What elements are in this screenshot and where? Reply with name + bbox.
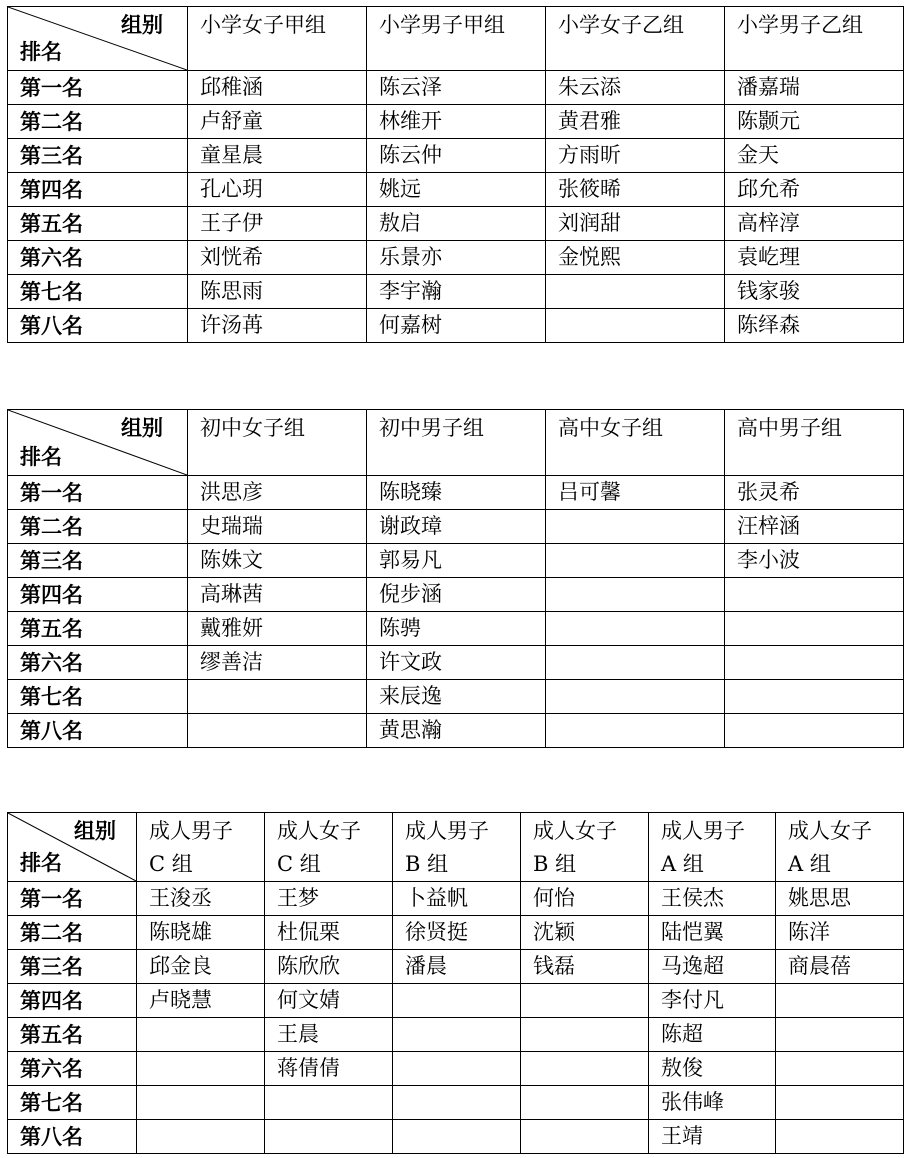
name-cell: 张筱晞 bbox=[546, 173, 725, 207]
name-cell: 王子伊 bbox=[188, 207, 367, 241]
name-cell: 张伟峰 bbox=[649, 1086, 776, 1120]
name-cell: 邱金良 bbox=[137, 950, 265, 984]
name-cell: 黄君雅 bbox=[546, 105, 725, 139]
rank-label-cell: 第三名 bbox=[8, 139, 188, 173]
name-cell: 刘润甜 bbox=[546, 207, 725, 241]
table-row bbox=[8, 309, 904, 343]
rank-label-cell: 第一名 bbox=[8, 476, 188, 510]
name-cell: 马逸超 bbox=[649, 950, 776, 984]
name-cell bbox=[521, 1120, 649, 1154]
name-cell: 朱云添 bbox=[546, 71, 725, 105]
name-cell bbox=[776, 984, 904, 1018]
name-cell: 王梦 bbox=[265, 882, 393, 916]
column-header: 高中女子组 bbox=[546, 410, 725, 476]
table-row bbox=[8, 71, 904, 105]
table-row bbox=[8, 241, 904, 275]
column-header: 高中男子组 bbox=[725, 410, 904, 476]
name-cell bbox=[725, 646, 904, 680]
rank-label-cell: 第六名 bbox=[8, 646, 188, 680]
name-cell bbox=[188, 680, 367, 714]
name-cell: 卢晓慧 bbox=[137, 984, 265, 1018]
name-cell: 王靖 bbox=[649, 1120, 776, 1154]
rank-label-cell: 第八名 bbox=[8, 309, 188, 343]
table-row bbox=[8, 714, 904, 748]
table-row bbox=[8, 139, 904, 173]
name-cell: 卜益帆 bbox=[393, 882, 521, 916]
rank-label-cell: 第二名 bbox=[8, 916, 137, 950]
rank-label: 排名 bbox=[20, 850, 62, 875]
table-row bbox=[8, 105, 904, 139]
column-header: 小学男子乙组 bbox=[725, 7, 904, 71]
name-cell: 蒋倩倩 bbox=[265, 1052, 393, 1086]
name-cell: 王侯杰 bbox=[649, 882, 776, 916]
name-cell: 洪思彦 bbox=[188, 476, 367, 510]
name-cell: 童星晨 bbox=[188, 139, 367, 173]
rank-label-cell: 第三名 bbox=[8, 544, 188, 578]
name-cell bbox=[725, 578, 904, 612]
group-label: 组别 bbox=[74, 818, 116, 843]
table-row bbox=[8, 1052, 904, 1086]
header-corner-cell bbox=[8, 7, 188, 71]
rank-label-cell: 第二名 bbox=[8, 510, 188, 544]
name-cell: 何怡 bbox=[521, 882, 649, 916]
name-cell: 袁屹理 bbox=[725, 241, 904, 275]
name-cell: 姚思思 bbox=[776, 882, 904, 916]
group-label: 组别 bbox=[121, 415, 163, 440]
rank-label-cell: 第七名 bbox=[8, 1086, 137, 1120]
table-row bbox=[8, 578, 904, 612]
rank-label-cell: 第七名 bbox=[8, 680, 188, 714]
ranking-table-secondary-school bbox=[7, 409, 904, 748]
column-header: 成人女子 C 组 bbox=[265, 813, 393, 882]
column-header: 成人女子 A 组 bbox=[776, 813, 904, 882]
name-cell: 孔心玥 bbox=[188, 173, 367, 207]
name-cell: 郭易凡 bbox=[367, 544, 546, 578]
column-header: 成人男子 C 组 bbox=[137, 813, 265, 882]
name-cell bbox=[546, 680, 725, 714]
name-cell: 黄思瀚 bbox=[367, 714, 546, 748]
name-cell: 王浚丞 bbox=[137, 882, 265, 916]
column-header: 初中男子组 bbox=[367, 410, 546, 476]
name-cell: 张灵希 bbox=[725, 476, 904, 510]
column-header: 初中女子组 bbox=[188, 410, 367, 476]
name-cell: 倪步涵 bbox=[367, 578, 546, 612]
rank-label-cell: 第六名 bbox=[8, 241, 188, 275]
name-cell bbox=[137, 1052, 265, 1086]
name-cell bbox=[393, 1018, 521, 1052]
name-cell bbox=[546, 510, 725, 544]
name-cell: 陈姝文 bbox=[188, 544, 367, 578]
name-cell: 商晨蓓 bbox=[776, 950, 904, 984]
name-cell bbox=[546, 544, 725, 578]
header-corner-cell bbox=[8, 410, 188, 476]
name-cell bbox=[725, 714, 904, 748]
name-cell: 邱稚涵 bbox=[188, 71, 367, 105]
name-cell bbox=[393, 984, 521, 1018]
name-cell: 金悦熙 bbox=[546, 241, 725, 275]
rank-label-cell: 第五名 bbox=[8, 1018, 137, 1052]
header-corner-cell bbox=[8, 813, 137, 882]
name-cell: 钱家骏 bbox=[725, 275, 904, 309]
table-row bbox=[8, 207, 904, 241]
rank-label-cell: 第五名 bbox=[8, 612, 188, 646]
name-cell bbox=[188, 714, 367, 748]
name-cell bbox=[393, 1052, 521, 1086]
name-cell: 陈晓雄 bbox=[137, 916, 265, 950]
table-row bbox=[8, 1086, 904, 1120]
name-cell: 陈绎森 bbox=[725, 309, 904, 343]
name-cell: 敖俊 bbox=[649, 1052, 776, 1086]
name-cell: 汪梓涵 bbox=[725, 510, 904, 544]
table-row bbox=[8, 612, 904, 646]
name-cell: 谢政璋 bbox=[367, 510, 546, 544]
table-row bbox=[8, 680, 904, 714]
rank-label-cell: 第四名 bbox=[8, 984, 137, 1018]
name-cell: 李宇瀚 bbox=[367, 275, 546, 309]
rank-label-cell: 第六名 bbox=[8, 1052, 137, 1086]
column-header: 小学男子甲组 bbox=[367, 7, 546, 71]
name-cell bbox=[546, 309, 725, 343]
table-row bbox=[8, 1018, 904, 1052]
name-cell bbox=[776, 1120, 904, 1154]
name-cell: 陈欣欣 bbox=[265, 950, 393, 984]
column-header: 小学女子甲组 bbox=[188, 7, 367, 71]
name-cell: 李小波 bbox=[725, 544, 904, 578]
name-cell: 高琳茜 bbox=[188, 578, 367, 612]
rank-label-cell: 第八名 bbox=[8, 714, 188, 748]
name-cell bbox=[546, 578, 725, 612]
group-label: 组别 bbox=[121, 12, 163, 37]
name-cell bbox=[725, 612, 904, 646]
ranking-table-primary-school bbox=[7, 6, 904, 343]
name-cell bbox=[546, 612, 725, 646]
table-row bbox=[8, 882, 904, 916]
name-cell bbox=[265, 1120, 393, 1154]
name-cell: 陈思雨 bbox=[188, 275, 367, 309]
ranking-table-adult bbox=[7, 812, 904, 1154]
name-cell: 王晨 bbox=[265, 1018, 393, 1052]
name-cell: 史瑞瑞 bbox=[188, 510, 367, 544]
rank-label-cell: 第八名 bbox=[8, 1120, 137, 1154]
table-header-row bbox=[8, 410, 904, 476]
rank-label-cell: 第七名 bbox=[8, 275, 188, 309]
name-cell: 徐贤挺 bbox=[393, 916, 521, 950]
rank-label: 排名 bbox=[20, 39, 62, 64]
name-cell bbox=[521, 1052, 649, 1086]
name-cell: 许文政 bbox=[367, 646, 546, 680]
column-header: 成人女子 B 组 bbox=[521, 813, 649, 882]
table-row bbox=[8, 950, 904, 984]
rank-label-cell: 第四名 bbox=[8, 173, 188, 207]
name-cell: 方雨昕 bbox=[546, 139, 725, 173]
name-cell: 陈骋 bbox=[367, 612, 546, 646]
name-cell bbox=[393, 1120, 521, 1154]
name-cell: 何文婧 bbox=[265, 984, 393, 1018]
name-cell: 何嘉树 bbox=[367, 309, 546, 343]
name-cell bbox=[776, 1018, 904, 1052]
column-header: 成人男子 B 组 bbox=[393, 813, 521, 882]
name-cell: 陈云仲 bbox=[367, 139, 546, 173]
name-cell bbox=[521, 984, 649, 1018]
table-row bbox=[8, 916, 904, 950]
name-cell bbox=[776, 1086, 904, 1120]
name-cell: 钱磊 bbox=[521, 950, 649, 984]
name-cell: 来辰逸 bbox=[367, 680, 546, 714]
name-cell bbox=[521, 1086, 649, 1120]
name-cell: 高梓淳 bbox=[725, 207, 904, 241]
name-cell: 金天 bbox=[725, 139, 904, 173]
name-cell bbox=[546, 714, 725, 748]
name-cell: 许汤苒 bbox=[188, 309, 367, 343]
rank-label-cell: 第一名 bbox=[8, 71, 188, 105]
column-header: 小学女子乙组 bbox=[546, 7, 725, 71]
name-cell: 杜侃栗 bbox=[265, 916, 393, 950]
name-cell: 刘恍希 bbox=[188, 241, 367, 275]
name-cell: 姚远 bbox=[367, 173, 546, 207]
name-cell: 陆恺翼 bbox=[649, 916, 776, 950]
rank-label-cell: 第五名 bbox=[8, 207, 188, 241]
name-cell: 敖启 bbox=[367, 207, 546, 241]
name-cell: 卢舒童 bbox=[188, 105, 367, 139]
name-cell: 沈颖 bbox=[521, 916, 649, 950]
rank-label: 排名 bbox=[20, 444, 62, 469]
table-row bbox=[8, 984, 904, 1018]
name-cell bbox=[137, 1120, 265, 1154]
name-cell bbox=[137, 1018, 265, 1052]
name-cell bbox=[393, 1086, 521, 1120]
name-cell: 戴雅妍 bbox=[188, 612, 367, 646]
rank-label-cell: 第二名 bbox=[8, 105, 188, 139]
rank-label-cell: 第三名 bbox=[8, 950, 137, 984]
name-cell bbox=[521, 1018, 649, 1052]
name-cell bbox=[776, 1052, 904, 1086]
name-cell bbox=[137, 1086, 265, 1120]
table-row bbox=[8, 510, 904, 544]
name-cell: 陈晓臻 bbox=[367, 476, 546, 510]
name-cell: 陈云泽 bbox=[367, 71, 546, 105]
rank-label-cell: 第四名 bbox=[8, 578, 188, 612]
table-row bbox=[8, 476, 904, 510]
name-cell bbox=[265, 1086, 393, 1120]
name-cell: 陈颢元 bbox=[725, 105, 904, 139]
name-cell bbox=[546, 275, 725, 309]
table-row bbox=[8, 1120, 904, 1154]
table-row bbox=[8, 173, 904, 207]
table-header-row bbox=[8, 813, 904, 882]
column-header: 成人男子 A 组 bbox=[649, 813, 776, 882]
table-row bbox=[8, 275, 904, 309]
name-cell: 潘晨 bbox=[393, 950, 521, 984]
table-row bbox=[8, 544, 904, 578]
name-cell: 林维开 bbox=[367, 105, 546, 139]
name-cell bbox=[725, 680, 904, 714]
name-cell: 吕可馨 bbox=[546, 476, 725, 510]
name-cell: 潘嘉瑞 bbox=[725, 71, 904, 105]
name-cell: 陈洋 bbox=[776, 916, 904, 950]
table-row bbox=[8, 646, 904, 680]
name-cell: 乐景亦 bbox=[367, 241, 546, 275]
name-cell: 李付凡 bbox=[649, 984, 776, 1018]
name-cell: 缪善洁 bbox=[188, 646, 367, 680]
name-cell bbox=[546, 646, 725, 680]
name-cell: 陈超 bbox=[649, 1018, 776, 1052]
table-header-row bbox=[8, 7, 904, 71]
name-cell: 邱允希 bbox=[725, 173, 904, 207]
rank-label-cell: 第一名 bbox=[8, 882, 137, 916]
